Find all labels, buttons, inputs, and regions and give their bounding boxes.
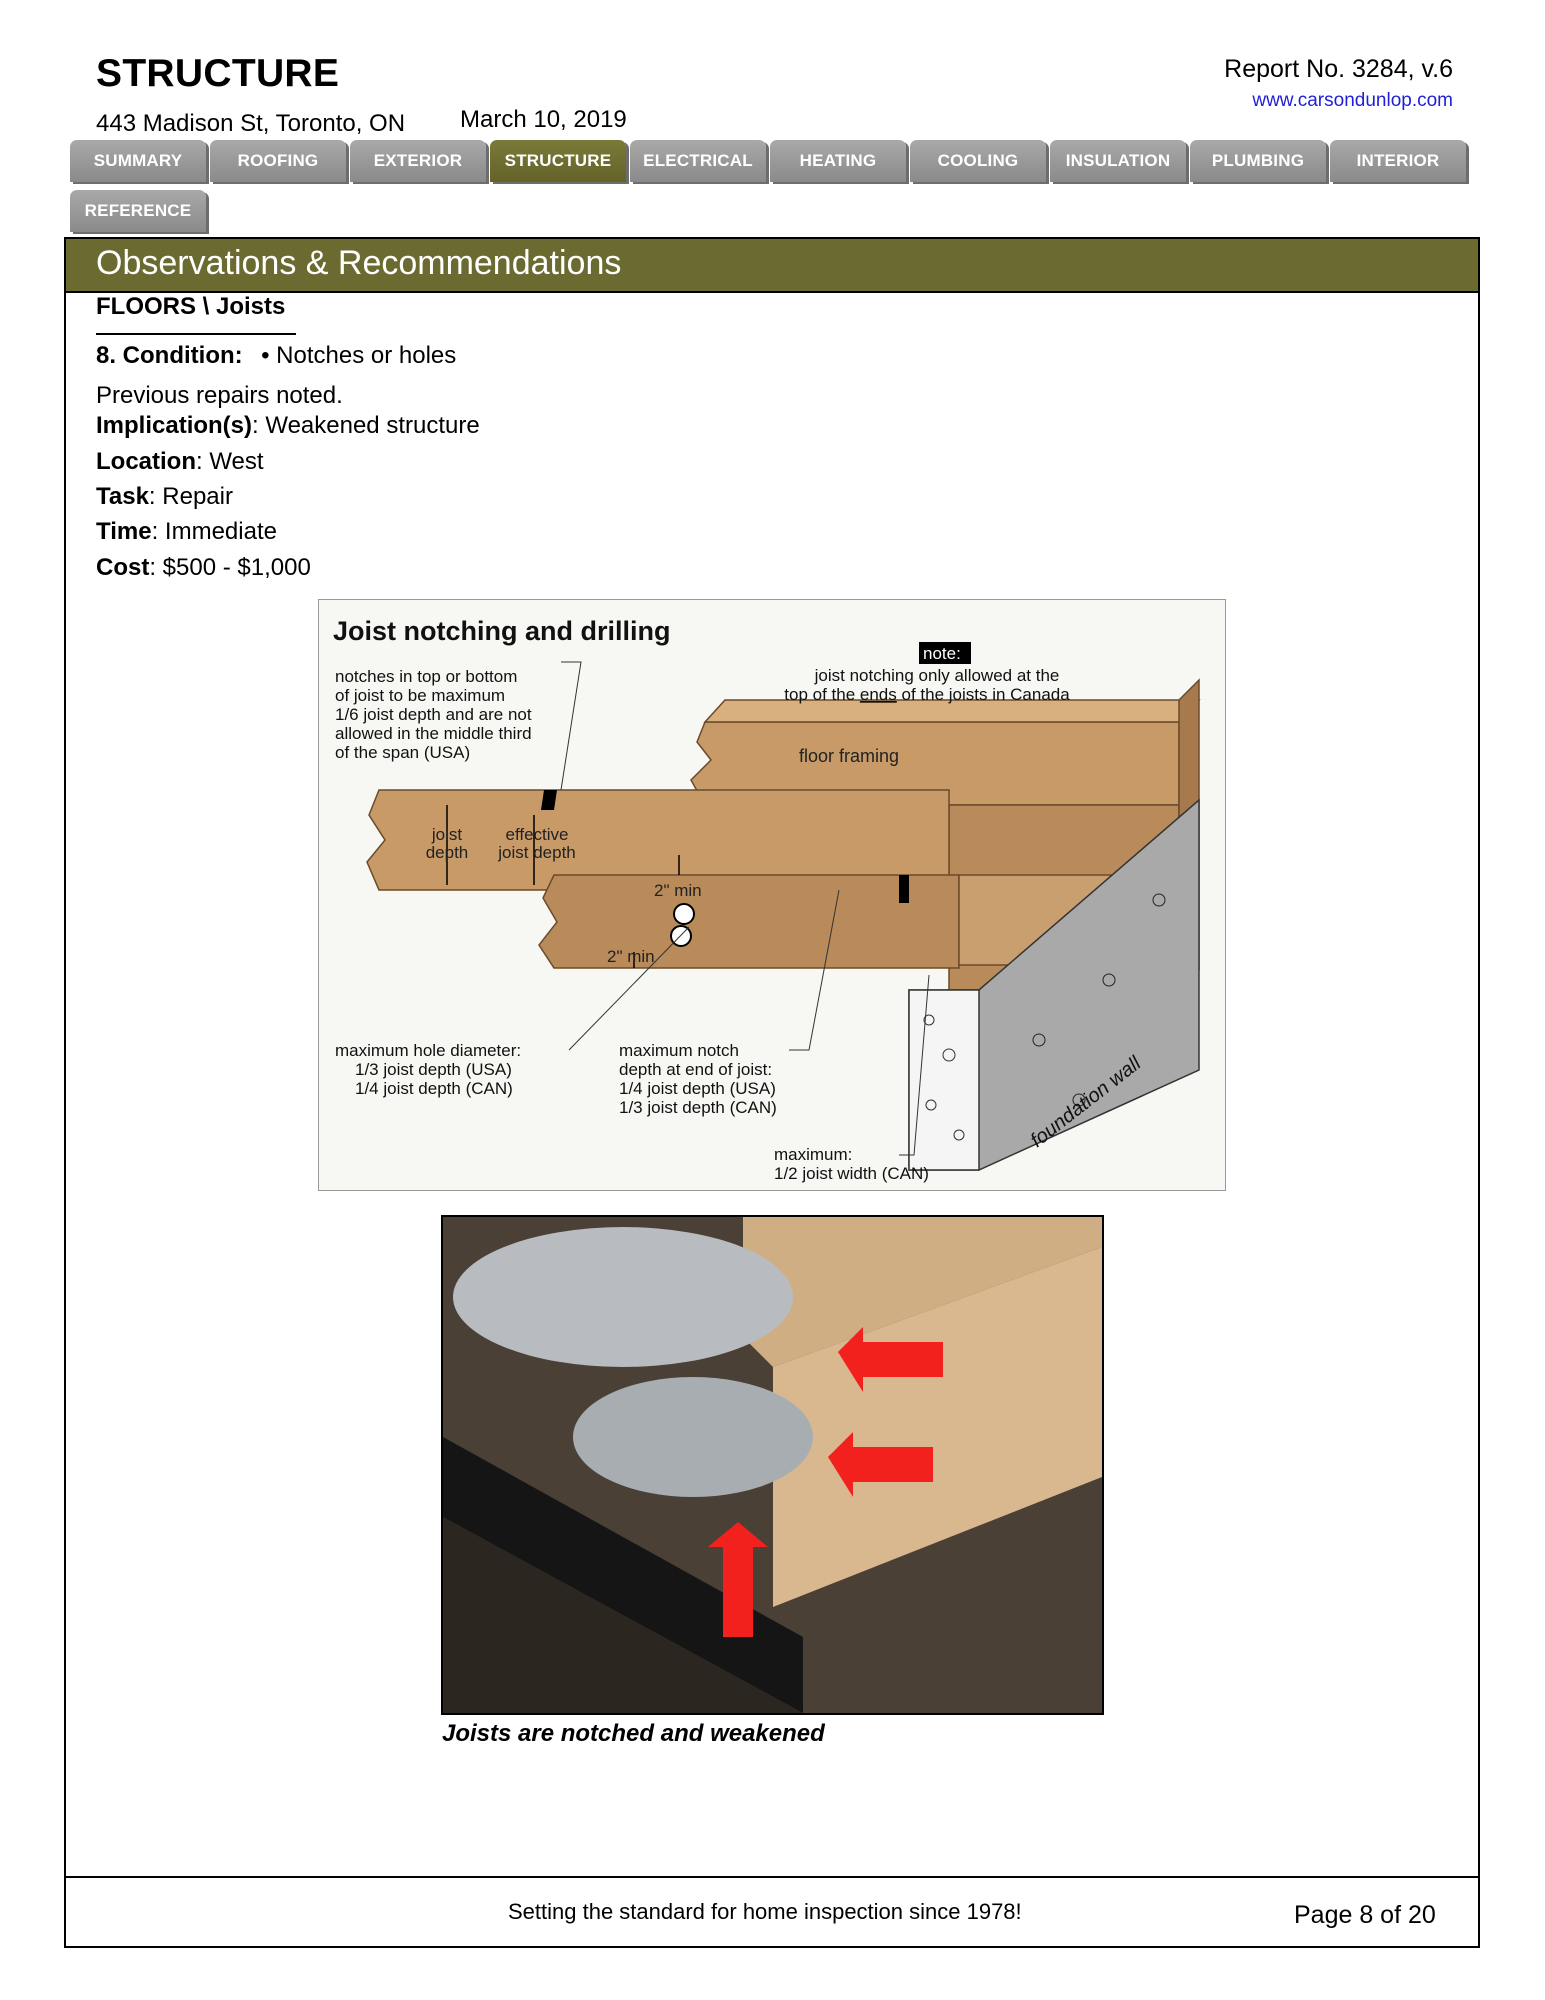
tab-reference[interactable]: REFERENCE: [70, 190, 206, 232]
tab-plumbing[interactable]: PLUMBING: [1190, 140, 1326, 182]
task-value: : Repair: [148, 483, 233, 510]
footer-slogan: Setting the standard for home inspection since 1978!: [508, 1899, 1022, 1924]
note-badge: note:: [923, 644, 961, 663]
leader-line: [561, 662, 581, 790]
tab-insulation[interactable]: INSULATION: [1050, 140, 1186, 182]
cost-row: [96, 554, 311, 582]
foundation-wall-face: [909, 990, 979, 1170]
nav-tabs-row-1: [70, 140, 1470, 182]
notch-end-note-2: depth at end of joist:: [619, 1060, 773, 1079]
effective-depth-label-1: effective: [505, 825, 569, 844]
joist-photo-illustration: [443, 1217, 1102, 1713]
nav-tabs-row-2: [70, 190, 210, 232]
location-label: Location: [96, 448, 196, 475]
task-label: Task: [96, 483, 149, 510]
notch-note-1: notches in top or bottom: [335, 667, 518, 686]
min-top-label: 2" min: [654, 881, 702, 900]
condition-row: [96, 342, 456, 370]
hole-note-3: 1/4 joist depth (CAN): [355, 1079, 513, 1098]
property-address: 443 Madison St, Toronto, ON: [96, 110, 406, 137]
note-line-2: [784, 685, 1070, 704]
section-title: Observations & Recommendations: [96, 244, 622, 282]
time-label: Time: [96, 518, 152, 545]
joist-diagram-illustration: [319, 600, 1224, 1189]
min-bottom-label: 2" min: [607, 947, 655, 966]
upper-duct: [453, 1227, 793, 1367]
condition-label: 8. Condition:: [96, 342, 243, 369]
lower-joist: [539, 875, 959, 968]
tab-interior[interactable]: INTERIOR: [1330, 140, 1466, 182]
time-row: [96, 518, 277, 546]
tab-structure[interactable]: STRUCTURE: [490, 140, 626, 182]
cost-label: Cost: [96, 554, 150, 581]
tab-roofing[interactable]: ROOFING: [210, 140, 346, 182]
floor-framing-label: floor framing: [799, 746, 900, 766]
notch-end-note-4: 1/3 joist depth (CAN): [619, 1098, 777, 1117]
implication-label: Implication(s): [96, 412, 253, 439]
subsection-underline: [96, 333, 296, 335]
diagram-title: Joist notching and drilling: [333, 616, 671, 646]
max-width-note-1: maximum:: [774, 1145, 853, 1164]
task-row: [96, 483, 233, 511]
drilled-hole: [674, 904, 694, 924]
page-number: Page 8 of 20: [1294, 1901, 1436, 1929]
note-line-2-c: of the joists in Canada: [896, 685, 1070, 704]
condition-note: Previous repairs noted.: [96, 382, 343, 409]
joist-depth-label-2: depth: [425, 843, 469, 862]
report-number: Report No. 3284, v.6: [1224, 55, 1453, 83]
notch-end-note-1: maximum notch: [619, 1041, 739, 1060]
location-row: [96, 448, 264, 476]
foundation-wall-label: foundation wall: [1026, 1052, 1146, 1152]
photo-caption: Joists are notched and weakened: [442, 1720, 825, 1747]
notch-note-4: allowed in the middle third: [335, 724, 532, 743]
tab-summary[interactable]: SUMMARY: [70, 140, 206, 182]
condition-value: • Notches or holes: [261, 342, 457, 369]
lower-duct: [573, 1377, 813, 1497]
tab-exterior[interactable]: EXTERIOR: [350, 140, 486, 182]
report-date: March 10, 2019: [460, 106, 627, 133]
website-link[interactable]: www.carsondunlop.com: [1252, 90, 1453, 111]
note-line-2-a: top of the: [784, 685, 860, 704]
notch-end-note-3: 1/4 joist depth (USA): [619, 1079, 776, 1098]
notch-note-2: of joist to be maximum: [335, 686, 506, 705]
max-width-note-2: 1/2 joist width (CAN): [774, 1164, 929, 1183]
page-title: STRUCTURE: [96, 52, 340, 95]
joist-diagram: [318, 599, 1226, 1191]
hole-note-1: maximum hole diameter:: [335, 1041, 522, 1060]
cost-value: : $500 - $1,000: [149, 554, 311, 581]
notch-note-3: 1/6 joist depth and are not: [335, 705, 532, 724]
effective-depth-label-2: joist depth: [498, 843, 576, 862]
implication-row: [96, 412, 480, 440]
tab-cooling[interactable]: COOLING: [910, 140, 1046, 182]
implication-value: : Weakened structure: [252, 412, 480, 439]
note-line-2-b: ends: [859, 685, 897, 704]
notch-note-5: of the span (USA): [335, 743, 471, 762]
joist-photo: [441, 1215, 1104, 1715]
tab-electrical[interactable]: ELECTRICAL: [630, 140, 766, 182]
hole-note-2: 1/3 joist depth (USA): [355, 1060, 512, 1079]
joist-depth-label-1: joist: [431, 825, 463, 844]
location-value: : West: [196, 448, 264, 475]
time-value: : Immediate: [151, 518, 277, 545]
footer-divider: [66, 1876, 1478, 1878]
tab-heating[interactable]: HEATING: [770, 140, 906, 182]
subsection-heading: FLOORS \ Joists: [96, 293, 286, 320]
note-line-1: joist notching only allowed at the: [814, 666, 1060, 685]
end-notch: [899, 875, 909, 903]
